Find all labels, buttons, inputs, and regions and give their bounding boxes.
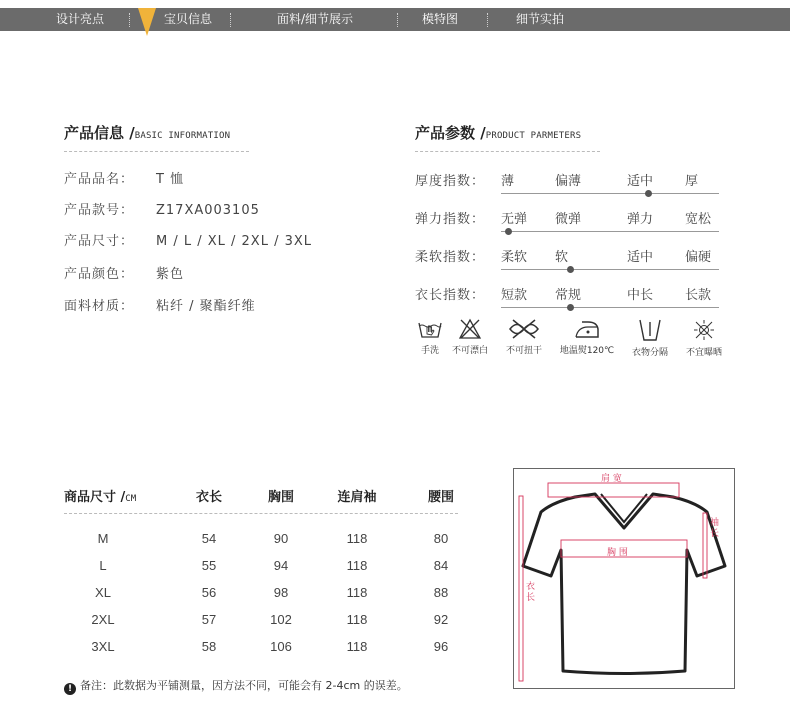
care-label: 不宜曝晒	[685, 348, 722, 358]
care-label: 地温熨120℃	[559, 346, 615, 356]
param-option: 软	[555, 250, 569, 265]
size-col-chest: 胸围	[267, 490, 294, 505]
param-option: 薄	[501, 174, 515, 189]
care-label: 不可漂白	[451, 346, 488, 356]
size-table-cell: 57	[201, 612, 217, 627]
size-row-label: M	[97, 531, 109, 546]
low-iron-icon	[573, 318, 601, 340]
params-divider	[415, 151, 600, 152]
param-row	[415, 284, 725, 312]
basic-info-divider	[64, 151, 249, 152]
param-option: 宽松	[685, 212, 712, 227]
info-value: M / L / XL / 2XL / 3XL	[156, 234, 313, 249]
nav-divider	[487, 13, 488, 27]
param-option: 厚	[685, 174, 699, 189]
param-option: 弹力	[627, 212, 654, 227]
size-row-label: 3XL	[91, 639, 115, 654]
hand-wash-icon	[417, 318, 443, 340]
param-option: 长款	[685, 288, 712, 303]
detail-nav-bar	[0, 8, 790, 31]
params-title	[415, 122, 581, 143]
param-track	[501, 231, 719, 232]
info-value: 紫色	[156, 267, 185, 282]
sleeve-label: 袖 长	[710, 518, 720, 539]
size-table-cell: 98	[273, 585, 289, 600]
shoulder-label: 肩 宽	[601, 474, 622, 484]
care-no-wring	[500, 318, 548, 356]
tshirt-outline-icon	[513, 468, 735, 689]
size-table-heading: 商品尺寸 /	[64, 490, 126, 505]
param-label: 厚度指数：	[415, 174, 486, 189]
size-row-label: L	[99, 558, 107, 573]
info-row-sku	[64, 199, 260, 218]
param-label: 衣长指数：	[415, 288, 486, 303]
param-label: 柔软指数：	[415, 250, 486, 265]
param-option: 中长	[627, 288, 654, 303]
info-row-size	[64, 230, 312, 249]
size-table-cell: 118	[346, 639, 368, 654]
info-row-color	[64, 263, 184, 282]
info-label: 产品尺寸：	[64, 234, 135, 249]
basic-info-heading: 产品信息 /	[64, 124, 135, 142]
info-label: 产品颜色：	[64, 267, 135, 282]
size-table-cell: 56	[201, 585, 217, 600]
info-row-material	[64, 295, 256, 314]
nav-tab-fabric[interactable]: 面料/细节展示	[276, 12, 354, 26]
size-table-cell: 92	[433, 612, 449, 627]
size-table-title	[64, 486, 136, 505]
nav-tab-model[interactable]: 模特图	[421, 12, 458, 26]
chest-label: 胸 围	[607, 548, 628, 558]
size-table-cell: 80	[433, 531, 449, 546]
care-label: 手洗	[420, 346, 439, 356]
param-option: 偏薄	[555, 174, 582, 189]
info-label: 面料材质：	[64, 299, 135, 314]
param-row	[415, 170, 725, 198]
size-table-cell: 118	[346, 558, 368, 573]
care-hand-wash	[414, 318, 446, 356]
size-row-label: 2XL	[91, 612, 115, 627]
active-tab-marker	[138, 8, 156, 36]
nav-divider	[397, 13, 398, 27]
size-table-cell: 118	[346, 531, 368, 546]
warning-icon: !	[64, 683, 76, 695]
size-table-cell: 90	[273, 531, 289, 546]
nav-tab-product-info[interactable]: 宝贝信息	[163, 12, 212, 26]
size-table-cell: 58	[201, 639, 217, 654]
info-row-name	[64, 168, 184, 187]
param-selected-dot	[567, 304, 574, 311]
size-note	[64, 677, 408, 695]
param-track	[501, 307, 719, 308]
info-value: T 恤	[156, 172, 185, 187]
no-bleach-icon	[458, 318, 482, 340]
nav-divider	[230, 13, 231, 27]
basic-info-subtitle: BASIC INFORMATION	[134, 131, 231, 141]
length-label: 衣 长	[526, 582, 536, 603]
size-col-waist: 腰围	[427, 490, 454, 505]
nav-divider	[129, 13, 130, 27]
size-table-cell: 54	[201, 531, 217, 546]
top-decoration-strip	[0, 0, 790, 8]
params-heading: 产品参数 /	[415, 124, 486, 142]
param-selected-dot	[505, 228, 512, 235]
size-col-length: 衣长	[195, 490, 222, 505]
nav-tab-design[interactable]: 设计亮点	[55, 12, 104, 26]
size-table-cell: 106	[270, 639, 292, 654]
size-table-cell: 94	[273, 558, 289, 573]
param-option: 常规	[555, 288, 582, 303]
size-table-cell: 118	[346, 612, 368, 627]
measurement-diagram	[513, 468, 735, 689]
size-table-cell: 88	[433, 585, 449, 600]
separate-wash-icon	[637, 318, 663, 342]
size-col-sleeve: 连肩袖	[337, 490, 377, 505]
care-no-sun	[680, 318, 728, 358]
care-separate	[625, 318, 675, 358]
param-option: 无弹	[501, 212, 528, 227]
size-table-cell: 102	[270, 612, 292, 627]
no-wring-icon	[507, 318, 541, 340]
param-row	[415, 246, 725, 274]
param-label: 弹力指数：	[415, 212, 486, 227]
basic-info-title	[64, 122, 230, 143]
no-sun-icon	[692, 318, 716, 342]
info-value: 粘纤 / 聚酯纤维	[156, 299, 256, 314]
size-note-text: 备注：此数据为平铺测量，因方法不同，可能会有 2-4cm 的误差。	[80, 679, 408, 692]
size-table-cell: 118	[346, 585, 368, 600]
param-selected-dot	[567, 266, 574, 273]
info-label: 产品品名：	[64, 172, 135, 187]
param-option: 适中	[627, 250, 654, 265]
info-value: Z17XA003105	[156, 203, 260, 218]
param-track	[501, 193, 719, 194]
care-label: 衣物分隔	[631, 348, 668, 358]
size-table-unit: CM	[125, 494, 137, 504]
size-table-cell: 55	[201, 558, 217, 573]
param-option: 短款	[501, 288, 528, 303]
param-option: 适中	[627, 174, 654, 189]
param-option: 微弹	[555, 212, 582, 227]
param-track	[501, 269, 719, 270]
care-no-bleach	[446, 318, 494, 356]
size-table-divider	[64, 513, 458, 514]
param-option: 柔软	[501, 250, 528, 265]
size-row-label: XL	[95, 585, 111, 600]
param-selected-dot	[645, 190, 652, 197]
param-option: 偏硬	[685, 250, 712, 265]
size-table-cell: 84	[433, 558, 449, 573]
size-table-cell: 96	[433, 639, 449, 654]
params-subtitle: PRODUCT PARMETERS	[485, 131, 582, 141]
care-low-iron	[555, 318, 619, 356]
info-label: 产品款号：	[64, 203, 135, 218]
care-label: 不可扭干	[505, 346, 542, 356]
param-row	[415, 208, 725, 236]
nav-tab-details[interactable]: 细节实拍	[515, 12, 564, 26]
